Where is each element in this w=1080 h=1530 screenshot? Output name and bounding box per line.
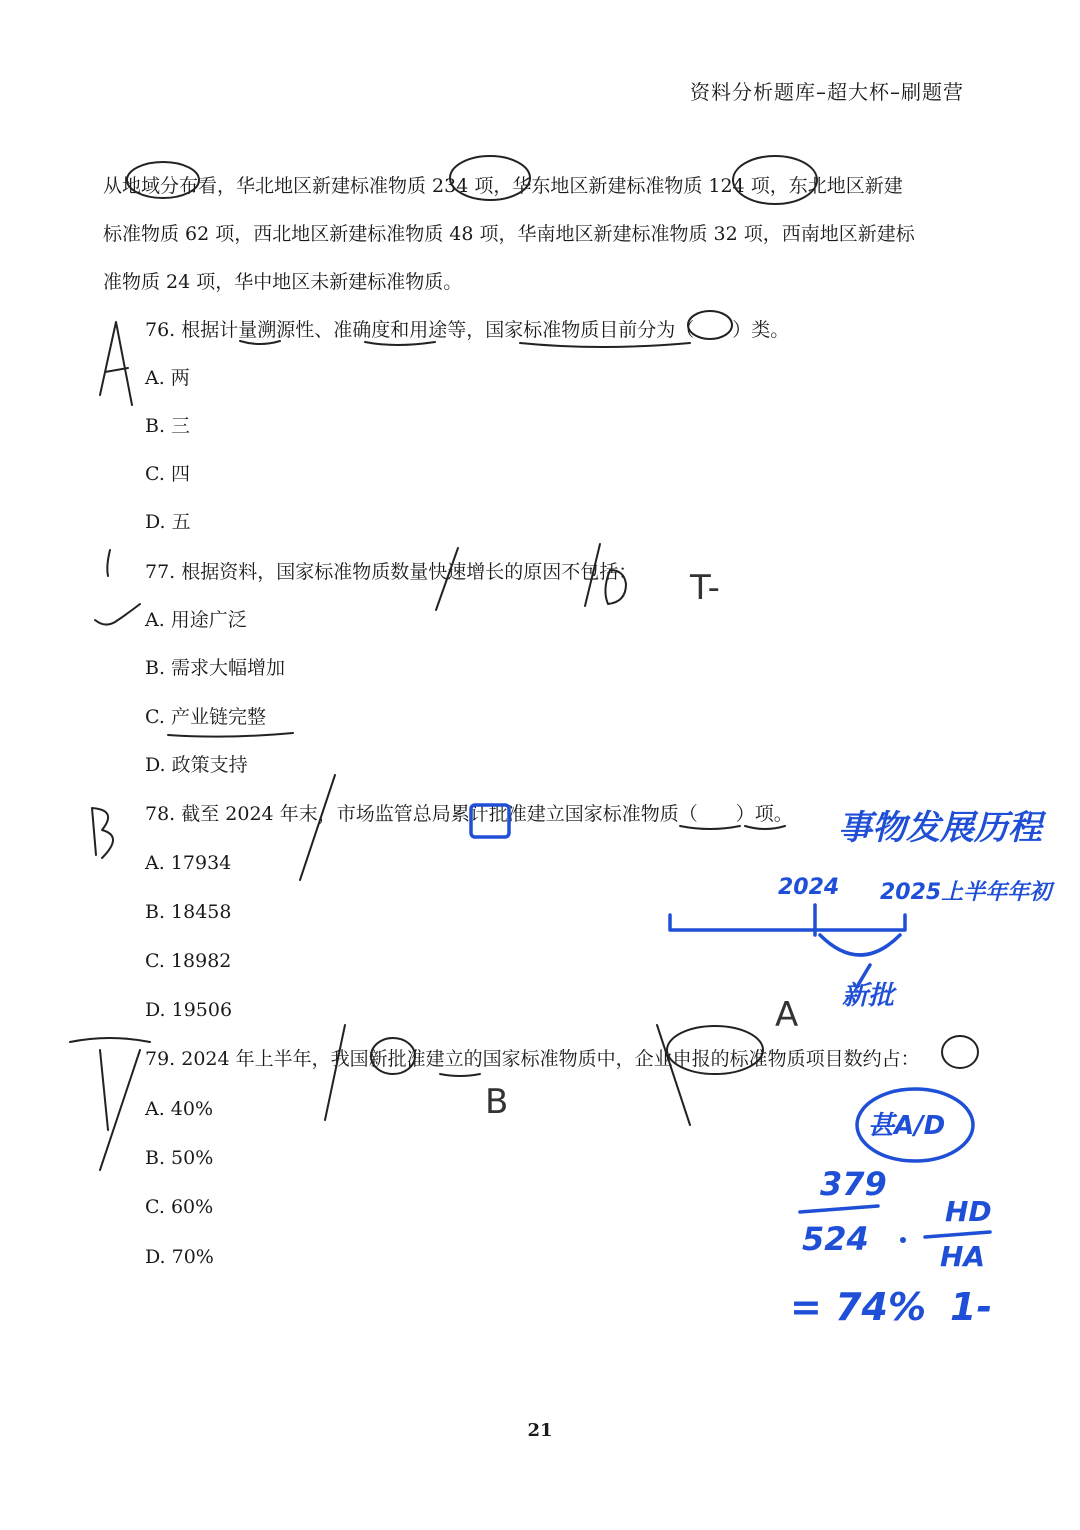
question-77: 77. 根据资料，国家标准物质数量快速增长的原因不包括： — [145, 561, 638, 583]
q78-option-c[interactable]: C. 18982 — [145, 950, 232, 972]
q79-choice-b: B — [485, 1082, 509, 1122]
slash-mark — [325, 1025, 345, 1120]
q76-option-a[interactable]: A. 两 — [145, 367, 190, 389]
timeline-left-label: 2024 — [778, 875, 840, 900]
underline-mark — [365, 342, 435, 345]
question-76: 76. 根据计量溯源性、准确度和用途等，国家标准物质目前分为（ ）类。 — [145, 319, 790, 341]
q76-option-b[interactable]: B. 三 — [145, 415, 191, 437]
underline-mark — [745, 826, 785, 829]
timeline-axis — [670, 915, 905, 930]
fraction2-denominator: HA — [940, 1240, 986, 1273]
underline-mark — [680, 826, 740, 829]
q78-option-d[interactable]: D. 19506 — [145, 999, 233, 1021]
fraction1-denominator: 524 — [802, 1220, 869, 1258]
answer-d-mark — [70, 1038, 150, 1170]
fraction2-numerator: HD — [945, 1195, 992, 1228]
underline-mark — [520, 343, 690, 347]
answer-b-mark — [92, 808, 113, 858]
q79-choice-a: A — [775, 995, 799, 1035]
passage-line-1: 从地域分布看，华北地区新建标准物质 234 项，华东地区新建标准物质 124 项，东北地区新建 — [103, 175, 903, 197]
fraction1-numerator: 379 — [820, 1165, 887, 1203]
q77-option-d[interactable]: D. 政策支持 — [145, 754, 248, 776]
slash-mark — [657, 1025, 690, 1125]
passage-line-2: 标准物质 62 项，西北地区新建标准物质 48 项，华南地区新建标准物质 32 项，西南地区新建标 — [103, 223, 915, 245]
q78-option-a[interactable]: A. 17934 — [145, 852, 232, 874]
q79-option-c[interactable]: C. 60% — [145, 1196, 214, 1218]
timeline-mid-label: 新批 — [842, 981, 895, 1011]
check-mark — [95, 604, 140, 625]
q79-option-b[interactable]: B. 50% — [145, 1147, 214, 1169]
passage-line-3: 准物质 24 项，华中地区未新建标准物质。 — [103, 271, 463, 293]
q78-option-b[interactable]: B. 18458 — [145, 901, 232, 923]
q77-option-c[interactable]: C. 产业链完整 — [145, 706, 266, 728]
calc-result: = 74% — [790, 1285, 927, 1329]
timeline-arc — [820, 935, 900, 955]
answer-a-mark — [100, 322, 132, 405]
q76-option-c[interactable]: C. 四 — [145, 463, 190, 485]
q79-option-a[interactable]: A. 40% — [145, 1098, 214, 1120]
fraction-line — [800, 1206, 878, 1212]
q77-handwritten-mark: T- — [690, 568, 720, 608]
tick-mark — [107, 550, 110, 576]
underline-mark — [168, 733, 293, 737]
q78-note: 事物发展历程 — [838, 808, 1042, 848]
fraction-line — [925, 1232, 990, 1237]
multiply-dot — [900, 1237, 906, 1243]
circle-mark — [942, 1036, 978, 1068]
result-mark: 1- — [950, 1285, 993, 1329]
underline-mark — [440, 1074, 480, 1076]
q76-option-d[interactable]: D. 五 — [145, 511, 191, 533]
page-header: 资料分析题库–超大杯–刷题营 — [690, 80, 964, 104]
question-78: 78. 截至 2024 年末，市场监管总局累计批准建立国家标准物质（ ）项。 — [145, 803, 793, 825]
question-79: 79. 2024 年上半年，我国新批准建立的国家标准物质中，企业申报的标准物质项目数约占： — [145, 1048, 920, 1070]
q79-circled-note: 甚A/D — [868, 1111, 946, 1141]
timeline-right-label: 2025上半年年初 — [880, 880, 1052, 905]
q77-option-b[interactable]: B. 需求大幅增加 — [145, 657, 286, 679]
slash-mark — [300, 775, 335, 880]
page-number: 21 — [527, 1420, 553, 1441]
q79-option-d[interactable]: D. 70% — [145, 1246, 214, 1268]
q77-option-a[interactable]: A. 用途广泛 — [145, 609, 247, 631]
